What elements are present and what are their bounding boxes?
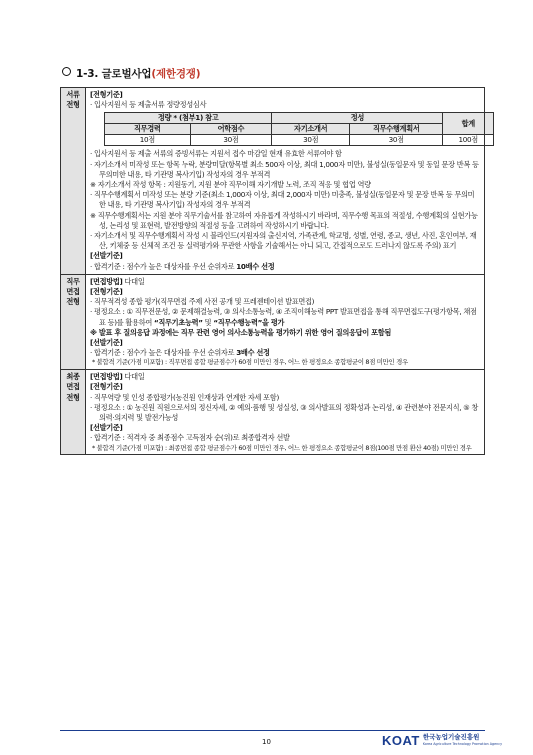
score-table [104, 112, 494, 146]
rating-elements [90, 307, 480, 327]
selection-process-table [60, 87, 485, 455]
quant-header: 정량 * (첨부1) 참고 [105, 113, 272, 124]
col-plan: 직무수행계획서 [350, 124, 443, 135]
criteria-line: · 직무적격성 종합 평가(직무면접 주제 사전 공개 및 프레젠테이션 발표면접) [90, 297, 315, 307]
english-qa-note: ※ 발표 후 질의응답 과정에는 직무 관련 영어 의사소통능력을 평가하기 위한 영어 질의응답이 포함됨 [90, 327, 392, 337]
col-language: 어학점수 [190, 124, 272, 135]
doc-bullet-2: · 자기소개서 미작성 또는 항목 누락, 분량미달(항목별 최소 500자 이상, 최대 1,000자 미만), 불성실(동일문자 및 동일 문장 반복 등 무의미한 내용, 타 기관명 복사기입) 작성자의 경우 부적격 [90, 159, 479, 179]
logo-org-sub: Korea Agriculture Technology Promotion Agency [422, 741, 503, 746]
selection-emphasis: 3배수 선정 [236, 348, 270, 358]
criteria-heading: [전형기준] [90, 90, 123, 99]
criteria-heading: [전형기준] [90, 287, 123, 297]
doc-bullet-6: · 자기소개서 및 직무수행계획서 작성 시 블라인드(지원자의 출신지역, 가족관계, 학교명, 성별, 연령, 종교, 생년, 사진, 혼인여부, 재산, 키체중 등 신체적 조건 등 실력평가와 무관한 사항을 기술해서는 아니 되고, 간접적으로도 드러나지 않도록 주의) 표기 [90, 231, 477, 251]
logo-org [423, 734, 502, 748]
category-final-interview-label: 최종 면접 전형 [66, 372, 80, 402]
logo-mark: KOAT [382, 733, 420, 748]
selection-line: · 합격기준 : 적격자 중 최종점수 고득점자 순(위)로 최종합격자 선발 [90, 433, 290, 443]
page-number: 10 [262, 738, 271, 746]
method-line [90, 277, 480, 287]
doc-bullet-4: · 직무수행계획서 미작성 또는 분량 기준(최소 1,000자 이상, 최대 2,000자 미만) 미충족, 불성실(동일문자 및 문장 반복 등 무의미한 내용, 타 기관명 복사기입) 작성자의 경우 부적격 [90, 190, 475, 210]
document-screening-row [61, 88, 485, 275]
job-interview-row [61, 274, 485, 369]
val-language: 30점 [190, 135, 272, 146]
logo-org-name: 한국농업기술진흥원 [422, 732, 480, 741]
category-job-interview-label: 직무 면접 전형 [66, 276, 80, 307]
total-header: 합계 [443, 113, 494, 135]
selection-line [90, 262, 480, 272]
criteria-line: · 직무역량 및 인성 종합평가(농진원 인재상과 연계한 자세 포함) [90, 392, 279, 402]
val-plan: 30점 [350, 135, 443, 146]
method-value: 다대일 [122, 372, 145, 382]
rating-text: · 평정요소 : ① 직무전문성, ② 문제해결능력, ③ 의사소통능력, ④ 조직이해능력 PPT 발표면접을 통해 직무면접도구(평가항목, 채점표 등)를 활용하여 [90, 307, 477, 327]
job-interview-content [86, 274, 485, 369]
koat-logo [382, 733, 502, 748]
rating-elements: · 평정요소 : ① 농진원 직원으로서의 정신자세, ② 예의·품행 및 성실성, ③ 의사발표의 정확성과 논리성, ④ 관련분야 전문지식, ⑤ 창의력·의지력 및 발전가능성 [90, 402, 479, 423]
method-heading: [면접방법] [90, 276, 123, 286]
criteria-line: · 입사지원서 등 제출서류 정량정성심사 [90, 100, 207, 110]
category-document [61, 88, 86, 275]
val-total: 100점 [443, 135, 494, 146]
doc-bullet-5: ※ 직무수행계획서는 지원 분야 직무기술서를 참고하여 자유롭게 작성하시기 바라며, 직무수행 목표의 적절성, 수행계획의 실현가능성, 논리성 및 표현력, 발전방향의 적절성 등을 고려하여 작성하시기 바랍니다. [90, 210, 478, 230]
selection-heading: [선발기준] [90, 251, 123, 261]
qual-header: 정성 [272, 113, 443, 124]
category-job-interview [61, 274, 86, 369]
method-heading: [면접방법] [90, 372, 123, 382]
rating-emphasis-2: “직무수행능력”을 평가 [213, 317, 285, 327]
selection-heading: [선발기준] [90, 338, 123, 348]
category-document-label: 서류 전형 [66, 90, 80, 110]
doc-bullet-3: ※ 자기소개서 작성 항목 : 지원동기, 지원 분야 직무이해 자기개발 노력, 조직 적응 및 협업 역량 [90, 180, 371, 190]
category-final-interview [61, 370, 86, 455]
final-interview-row [61, 370, 485, 455]
selection-text: · 합격기준 : 점수가 높은 대상자를 우선 순위자로 [90, 348, 237, 358]
bullet-circle-icon [62, 67, 71, 76]
col-career: 직무경력 [105, 124, 191, 135]
rating-emphasis-1: “직무기초능력” [153, 317, 203, 327]
doc-bullet-1: · 입사지원서 등 제출 서류의 증빙서류는 지원서 접수 마감일 현재 유효한 서류여야 함 [90, 149, 342, 159]
selection-text: · 합격기준 : 점수가 높은 대상자를 우선 순위자로 [90, 261, 237, 271]
footer-divider [60, 730, 485, 731]
document-content [86, 88, 485, 275]
val-career: 10점 [105, 135, 191, 146]
method-line [90, 372, 480, 382]
col-intro: 자기소개서 [272, 124, 350, 135]
selection-line [90, 348, 480, 358]
rating-and: 및 [202, 317, 214, 327]
selection-emphasis: 10배수 선정 [236, 261, 275, 271]
section-title-accent: (제한경쟁) [151, 68, 201, 80]
section-title [62, 66, 200, 81]
method-value: 다대일 [122, 276, 145, 286]
criteria-heading: [전형기준] [90, 382, 123, 392]
val-intro: 30점 [272, 135, 350, 146]
selection-heading: [선발기준] [90, 423, 123, 433]
section-title-text: 1-3. 글로벌사업 [76, 68, 152, 80]
fail-criteria-note: * 불합격 기준(가점 미포함) : 직무면접 종합 평균점수가 60점 미만인 경우, 어느 한 평정요소 종합평균이 8점 미만인 경우 [92, 358, 408, 367]
fail-criteria-note: * 불합격 기준(가점 미포함) : 최종면접 종합 평균점수가 60점 미만인 경우, 어느 한 평정요소 종합평균이 8점(100점 만점 환산 40점) 미만인 경우 [92, 443, 472, 452]
final-interview-content [86, 370, 485, 455]
